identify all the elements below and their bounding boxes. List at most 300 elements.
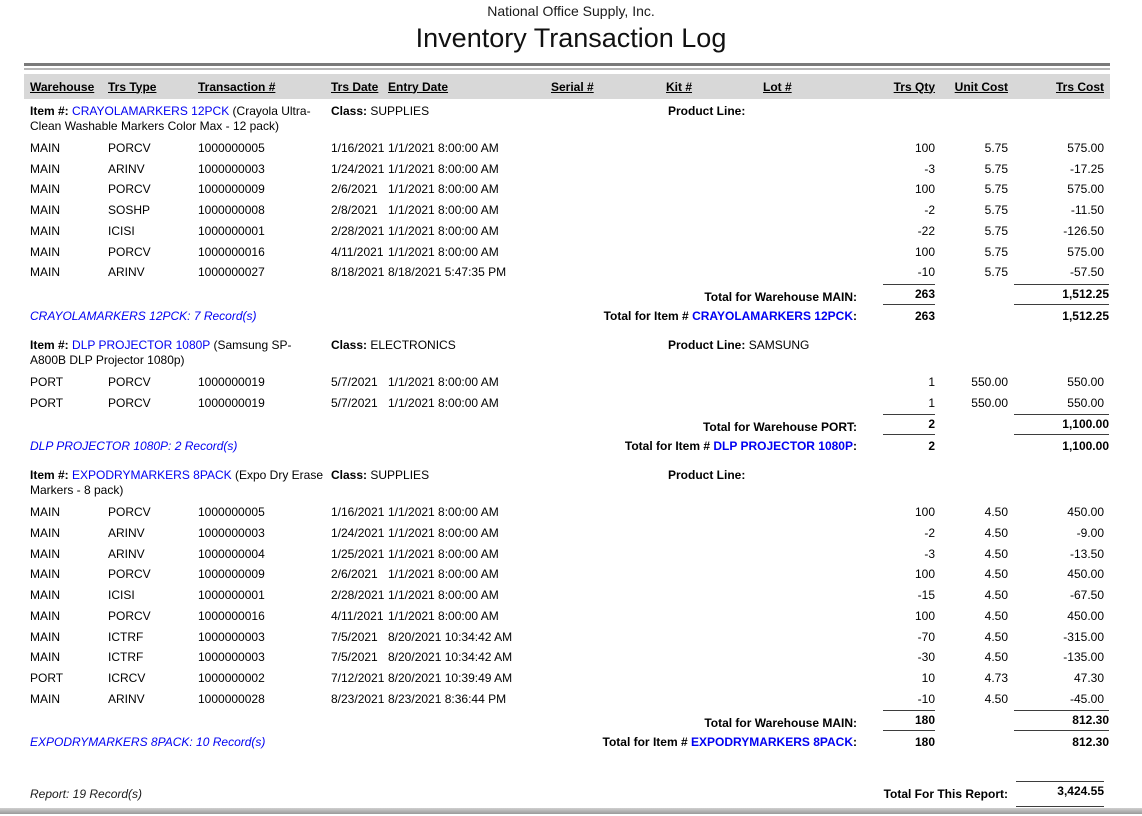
cell-kit (660, 668, 757, 689)
item-description: (Samsung SP-A800B DLP Projector 1080p) (30, 337, 292, 367)
cell-trs-date: 7/12/2021 (331, 670, 385, 685)
cell-warehouse: MAIN (30, 650, 60, 665)
cell-unit-cost: 4.50 (984, 608, 1008, 623)
cell-warehouse: MAIN (30, 265, 60, 280)
header-divider (24, 63, 1110, 70)
cell-transaction: 1000000001 (198, 223, 265, 238)
cell-entry-date: 1/1/2021 8:00:00 AM (388, 546, 499, 561)
item-total-qty: 180 (914, 735, 935, 750)
cell-trs-type: ARINV (108, 546, 145, 561)
item-total-cost: 1,512.25 (1062, 308, 1109, 323)
cell-unit-cost: 550.00 (971, 374, 1008, 389)
cell-entry-date: 1/1/2021 8:00:00 AM (388, 608, 499, 623)
transaction-row (24, 393, 1110, 414)
cell-kit (660, 200, 757, 221)
cell-warehouse: MAIN (30, 505, 60, 520)
cell-trs-cost: -17.25 (1069, 161, 1104, 176)
item-total-row (24, 438, 1110, 455)
cell-warehouse: MAIN (30, 203, 60, 218)
item-code-link[interactable]: CRAYOLAMARKERS 12PCK (692, 308, 853, 323)
item-header-row (24, 99, 1110, 138)
item-group (24, 99, 1110, 325)
cell-transaction: 1000000008 (198, 203, 265, 218)
cell-warehouse: MAIN (30, 546, 60, 561)
cell-entry-date: 1/1/2021 8:00:00 AM (388, 244, 499, 259)
cell-trs-date: 2/28/2021 (331, 588, 385, 603)
cell-unit-cost: 550.00 (971, 395, 1008, 410)
cell-serial (545, 585, 660, 606)
cell-transaction: 1000000004 (198, 546, 265, 561)
transaction-row (24, 668, 1110, 689)
cell-transaction: 1000000009 (198, 182, 265, 197)
col-header-serial: Serial # (551, 79, 594, 94)
cell-entry-date: 1/1/2021 8:00:00 AM (388, 203, 499, 218)
table-header-row (24, 74, 1110, 99)
cell-trs-cost: -11.50 (1070, 203, 1104, 218)
item-class (325, 104, 660, 134)
cell-trs-date: 1/16/2021 (331, 141, 385, 155)
company-name: National Office Supply, Inc. (487, 3, 655, 19)
cell-unit-cost: 5.75 (984, 182, 1008, 197)
cell-kit (660, 221, 757, 242)
cell-serial (545, 372, 660, 393)
cell-lot (757, 627, 857, 648)
item-total-label: Total for Item # CRAYOLAMARKERS 12PCK: (603, 308, 857, 323)
item-header-row (24, 463, 1110, 502)
cell-trs-cost: -126.50 (1063, 223, 1104, 238)
cell-warehouse: MAIN (30, 141, 60, 155)
item-total-cost: 812.30 (1072, 735, 1109, 750)
cell-unit-cost: 4.50 (984, 691, 1008, 706)
warehouse-total-qty: 2 (883, 414, 935, 435)
cell-warehouse: MAIN (30, 588, 60, 603)
transaction-row (24, 564, 1110, 585)
cell-trs-type: PORCV (108, 141, 151, 155)
cell-entry-date: 1/1/2021 8:00:00 AM (388, 526, 499, 541)
item-description: (Crayola Ultra-Clean Washable Markers Color Max - 12 pack) (30, 104, 311, 133)
cell-trs-date: 2/6/2021 (331, 567, 378, 582)
cell-trs-qty: -2 (924, 203, 935, 218)
transaction-rows (24, 502, 1110, 709)
cell-serial (545, 564, 660, 585)
item-product-line (660, 338, 857, 368)
product-line-label: Product Line: (668, 104, 746, 118)
cell-transaction: 1000000003 (198, 526, 265, 541)
cell-lot (757, 502, 857, 523)
item-info (24, 468, 325, 498)
cell-entry-date: 8/23/2021 8:36:44 PM (388, 691, 507, 706)
cell-kit (660, 242, 757, 263)
cell-kit (660, 647, 757, 668)
cell-serial (545, 544, 660, 565)
transaction-row (24, 689, 1110, 710)
cell-entry-date: 1/1/2021 8:00:00 AM (388, 182, 499, 197)
cell-trs-qty: 10 (921, 670, 935, 685)
transaction-row (24, 606, 1110, 627)
cell-entry-date: 1/1/2021 8:00:00 AM (388, 567, 499, 582)
cell-serial (545, 242, 660, 263)
cell-trs-qty: 100 (914, 244, 935, 259)
item-number-label: Item #: (30, 104, 69, 118)
cell-entry-date: 1/1/2021 8:00:00 AM (388, 141, 499, 155)
cell-unit-cost: 4.50 (984, 567, 1008, 582)
cell-kit (660, 523, 757, 544)
item-number-label: Item #: (30, 337, 69, 352)
col-header-unit-cost: Unit Cost (954, 79, 1008, 94)
cell-unit-cost: 4.50 (984, 650, 1008, 665)
item-total-row (24, 308, 1110, 325)
cell-trs-qty: 100 (914, 141, 935, 155)
class-value: SUPPLIES (370, 104, 430, 118)
cell-kit (660, 372, 757, 393)
cell-lot (757, 221, 857, 242)
cell-transaction: 1000000028 (198, 691, 265, 706)
cell-trs-date: 1/24/2021 (331, 526, 385, 541)
cell-unit-cost: 5.75 (984, 203, 1008, 218)
cell-serial (545, 647, 660, 668)
item-total-qty: 263 (914, 308, 935, 323)
transaction-row (24, 242, 1110, 263)
transaction-row (24, 544, 1110, 565)
cell-trs-cost: -45.00 (1069, 691, 1104, 706)
cell-warehouse: MAIN (30, 244, 60, 259)
cell-trs-qty: 100 (914, 608, 935, 623)
cell-trs-qty: -70 (917, 629, 935, 644)
cell-lot (757, 585, 857, 606)
cell-trs-date: 5/7/2021 (331, 374, 378, 389)
group-record-count: EXPODRYMARKERS 8PACK: 10 Record(s) (30, 735, 266, 750)
item-total-cost: 1,100.00 (1062, 439, 1109, 454)
warehouse-total-row (24, 284, 1110, 305)
product-line-label: Product Line: (668, 468, 746, 483)
cell-transaction: 1000000003 (198, 650, 265, 665)
cell-warehouse: MAIN (30, 629, 60, 644)
cell-kit (660, 689, 757, 710)
warehouse-total-qty: 263 (883, 284, 935, 305)
cell-trs-date: 2/6/2021 (331, 182, 378, 197)
cell-warehouse: MAIN (30, 182, 60, 197)
cell-trs-qty: -3 (924, 161, 935, 176)
cell-trs-date: 7/5/2021 (331, 629, 378, 644)
cell-serial (545, 668, 660, 689)
report-body (24, 63, 1110, 807)
cell-unit-cost: 4.50 (984, 629, 1008, 644)
cell-trs-type: ICTRF (108, 629, 144, 644)
item-total-label: Total for Item # EXPODRYMARKERS 8PACK: (602, 735, 857, 750)
item-class (325, 468, 660, 498)
col-header-trs-date: Trs Date (331, 79, 379, 94)
cell-trs-cost: -13.50 (1069, 546, 1104, 561)
cell-lot (757, 200, 857, 221)
cell-trs-type: ICRCV (108, 670, 146, 685)
item-product-line (660, 468, 857, 498)
cell-trs-qty: 100 (914, 182, 935, 197)
item-total-row (24, 734, 1110, 751)
cell-trs-qty: -2 (924, 526, 935, 541)
cell-kit (660, 138, 757, 159)
cell-trs-cost: -9.00 (1076, 526, 1104, 541)
item-code-link[interactable]: DLP PROJECTOR 1080P (72, 337, 211, 352)
cell-transaction: 1000000009 (198, 567, 265, 582)
warehouse-total-label: Total for Warehouse MAIN: (704, 716, 857, 731)
cell-lot (757, 564, 857, 585)
cell-trs-type: PORCV (108, 374, 151, 389)
cell-trs-date: 8/18/2021 (331, 265, 385, 280)
cell-unit-cost: 4.50 (984, 505, 1008, 520)
warehouse-total-cost: 1,512.25 (1014, 284, 1109, 305)
col-header-trs-cost: Trs Cost (1055, 79, 1104, 94)
transaction-row (24, 179, 1110, 200)
cell-trs-cost: 575.00 (1067, 244, 1104, 259)
cell-transaction: 1000000001 (198, 588, 265, 603)
cell-warehouse: PORT (30, 670, 64, 685)
warehouse-total-label: Total for Warehouse PORT: (702, 420, 857, 435)
cell-trs-type: PORCV (108, 608, 151, 623)
cell-lot (757, 159, 857, 180)
cell-transaction: 1000000003 (198, 161, 265, 176)
col-header-trs-qty: Trs Qty (893, 79, 935, 94)
item-product-line (660, 104, 857, 134)
class-label: Class: (331, 468, 368, 483)
cell-unit-cost: 5.75 (984, 161, 1008, 176)
cell-lot (757, 179, 857, 200)
cell-unit-cost: 4.73 (984, 670, 1008, 685)
cell-serial (545, 179, 660, 200)
cell-trs-type: SOSHP (108, 203, 151, 218)
warehouse-total-qty: 180 (883, 710, 935, 731)
cell-kit (660, 262, 757, 283)
cell-warehouse: PORT (30, 374, 64, 389)
cell-lot (757, 242, 857, 263)
cell-entry-date: 8/20/2021 10:34:42 AM (388, 629, 513, 644)
cell-unit-cost: 4.50 (984, 546, 1008, 561)
col-header-transaction: Transaction # (198, 79, 276, 94)
item-group (24, 463, 1110, 751)
cell-serial (545, 606, 660, 627)
cell-serial (545, 393, 660, 414)
cell-trs-cost: 550.00 (1067, 395, 1104, 410)
cell-lot (757, 372, 857, 393)
cell-entry-date: 1/1/2021 8:00:00 AM (388, 505, 499, 520)
transaction-rows (24, 372, 1110, 413)
cell-trs-qty: -15 (917, 588, 935, 603)
class-label: Class: (331, 337, 368, 352)
item-code-link[interactable]: EXPODRYMARKERS 8PACK (72, 468, 232, 483)
cell-trs-type: PORCV (108, 182, 151, 197)
cell-serial (545, 523, 660, 544)
cell-entry-date: 1/1/2021 8:00:00 AM (388, 161, 499, 176)
col-header-lot: Lot # (763, 79, 792, 94)
transaction-row (24, 159, 1110, 180)
cell-serial (545, 221, 660, 242)
cell-lot (757, 668, 857, 689)
cell-trs-type: ARINV (108, 265, 145, 280)
cell-unit-cost: 4.50 (984, 526, 1008, 541)
cell-serial (545, 159, 660, 180)
cell-lot (757, 647, 857, 668)
cell-transaction: 1000000002 (198, 670, 265, 685)
cell-serial (545, 138, 660, 159)
col-header-kit: Kit # (666, 79, 693, 94)
cell-trs-type: ICISI (108, 588, 135, 603)
cell-trs-type: PORCV (108, 395, 151, 410)
cell-trs-type: ICISI (108, 223, 135, 238)
cell-trs-cost: 575.00 (1067, 141, 1104, 155)
item-code-link[interactable]: CRAYOLAMARKERS 12PCK (72, 104, 230, 118)
warehouse-total-row (24, 414, 1110, 435)
cell-trs-qty: -10 (917, 691, 935, 706)
report-record-count: Report: 19 Record(s) (30, 787, 143, 802)
item-class (325, 338, 660, 368)
cell-transaction: 1000000003 (198, 629, 265, 644)
cell-entry-date: 8/20/2021 10:39:49 AM (388, 670, 513, 685)
cell-trs-date: 1/25/2021 (331, 546, 385, 561)
report-footer-row (24, 781, 1110, 807)
cell-trs-qty: -30 (917, 650, 935, 665)
cell-trs-cost: -315.00 (1063, 629, 1104, 644)
cell-trs-date: 4/11/2021 (331, 244, 384, 259)
warehouse-total-row (24, 710, 1110, 731)
cell-unit-cost: 5.75 (984, 223, 1008, 238)
cell-trs-type: ARINV (108, 161, 145, 176)
cell-lot (757, 544, 857, 565)
col-header-trs-type: Trs Type (108, 79, 157, 94)
transaction-row (24, 502, 1110, 523)
cell-kit (660, 585, 757, 606)
class-value: SUPPLIES (370, 468, 430, 483)
class-value: ELECTRONICS (370, 337, 456, 352)
cell-trs-cost: 450.00 (1067, 505, 1104, 520)
page-title: Inventory Transaction Log (415, 23, 727, 53)
cell-entry-date: 1/1/2021 8:00:00 AM (388, 374, 499, 389)
cell-warehouse: PORT (30, 395, 64, 410)
transaction-rows (24, 138, 1110, 283)
cell-warehouse: MAIN (30, 567, 60, 582)
item-code-link[interactable]: DLP PROJECTOR 1080P (713, 439, 853, 454)
cell-trs-cost: -57.50 (1069, 265, 1104, 280)
product-line-value: SAMSUNG (748, 337, 810, 352)
cell-trs-type: ARINV (108, 691, 145, 706)
cell-serial (545, 689, 660, 710)
page-bottom-edge (0, 808, 1142, 814)
cell-trs-type: PORCV (108, 244, 151, 259)
cell-trs-cost: -135.00 (1063, 650, 1104, 665)
cell-trs-cost: 47.30 (1073, 670, 1104, 685)
item-info (24, 338, 325, 368)
cell-serial (545, 627, 660, 648)
cell-trs-date: 2/8/2021 (331, 203, 378, 218)
cell-trs-type: ARINV (108, 526, 145, 541)
cell-trs-date: 8/23/2021 (331, 691, 385, 706)
cell-trs-date: 1/16/2021 (331, 505, 385, 520)
cell-entry-date: 8/18/2021 5:47:35 PM (388, 265, 507, 280)
cell-unit-cost: 5.75 (984, 141, 1008, 155)
cell-kit (660, 159, 757, 180)
cell-kit (660, 627, 757, 648)
report-total-value: 3,424.55 (1016, 781, 1104, 807)
item-total-qty: 2 (928, 439, 935, 454)
cell-trs-cost: 450.00 (1067, 567, 1104, 582)
transaction-row (24, 221, 1110, 242)
cell-transaction: 1000000005 (198, 505, 265, 520)
item-code-link[interactable]: EXPODRYMARKERS 8PACK (690, 735, 853, 750)
cell-kit (660, 564, 757, 585)
report-total-label: Total For This Report: (883, 787, 1008, 802)
cell-kit (660, 393, 757, 414)
cell-warehouse: MAIN (30, 526, 60, 541)
cell-lot (757, 393, 857, 414)
cell-unit-cost: 4.50 (984, 588, 1008, 603)
cell-kit (660, 502, 757, 523)
cell-transaction: 1000000016 (198, 608, 265, 623)
class-label: Class: (331, 104, 368, 118)
cell-serial (545, 200, 660, 221)
transaction-row (24, 138, 1110, 159)
cell-entry-date: 1/1/2021 8:00:00 AM (388, 588, 499, 603)
cell-entry-date: 1/1/2021 8:00:00 AM (388, 395, 499, 410)
cell-lot (757, 606, 857, 627)
item-description: (Expo Dry Erase Markers - 8 pack) (30, 468, 324, 498)
cell-trs-qty: -10 (917, 265, 935, 280)
cell-unit-cost: 5.75 (984, 244, 1008, 259)
cell-trs-date: 7/5/2021 (331, 650, 378, 665)
cell-trs-qty: 100 (914, 505, 935, 520)
cell-trs-date: 1/24/2021 (331, 161, 385, 176)
transaction-row (24, 262, 1110, 283)
cell-lot (757, 262, 857, 283)
cell-trs-date: 5/7/2021 (331, 395, 378, 410)
cell-trs-cost: 575.00 (1067, 182, 1104, 197)
item-group (24, 333, 1110, 455)
cell-serial (545, 502, 660, 523)
item-total-label: Total for Item # DLP PROJECTOR 1080P: (624, 439, 857, 454)
item-number-label: Item #: (30, 468, 69, 483)
item-header-row (24, 333, 1110, 372)
cell-warehouse: MAIN (30, 691, 60, 706)
transaction-row (24, 627, 1110, 648)
transaction-row (24, 523, 1110, 544)
cell-transaction: 1000000019 (198, 374, 265, 389)
cell-lot (757, 138, 857, 159)
transaction-row (24, 372, 1110, 393)
cell-trs-qty: 100 (914, 567, 935, 582)
cell-serial (545, 262, 660, 283)
cell-transaction: 1000000027 (198, 265, 265, 280)
cell-warehouse: MAIN (30, 223, 60, 238)
cell-kit (660, 179, 757, 200)
item-info (24, 104, 325, 134)
cell-trs-qty: -3 (924, 546, 935, 561)
transaction-row (24, 647, 1110, 668)
cell-entry-date: 1/1/2021 8:00:00 AM (388, 223, 499, 238)
groups (24, 99, 1110, 751)
cell-trs-type: PORCV (108, 567, 151, 582)
cell-trs-date: 4/11/2021 (331, 608, 384, 623)
cell-trs-cost: 550.00 (1067, 374, 1104, 389)
cell-warehouse: MAIN (30, 161, 60, 176)
cell-lot (757, 523, 857, 544)
col-header-entry-date: Entry Date (388, 79, 449, 94)
cell-trs-type: ICTRF (108, 650, 144, 665)
product-line-label: Product Line: (668, 337, 746, 352)
group-record-count: CRAYOLAMARKERS 12PCK: 7 Record(s) (30, 308, 257, 323)
warehouse-total-cost: 1,100.00 (1014, 414, 1109, 435)
cell-lot (757, 689, 857, 710)
warehouse-total-label: Total for Warehouse MAIN: (704, 289, 857, 304)
group-record-count: DLP PROJECTOR 1080P: 2 Record(s) (30, 439, 238, 454)
cell-transaction: 1000000019 (198, 395, 265, 410)
cell-trs-qty: 1 (928, 374, 935, 389)
